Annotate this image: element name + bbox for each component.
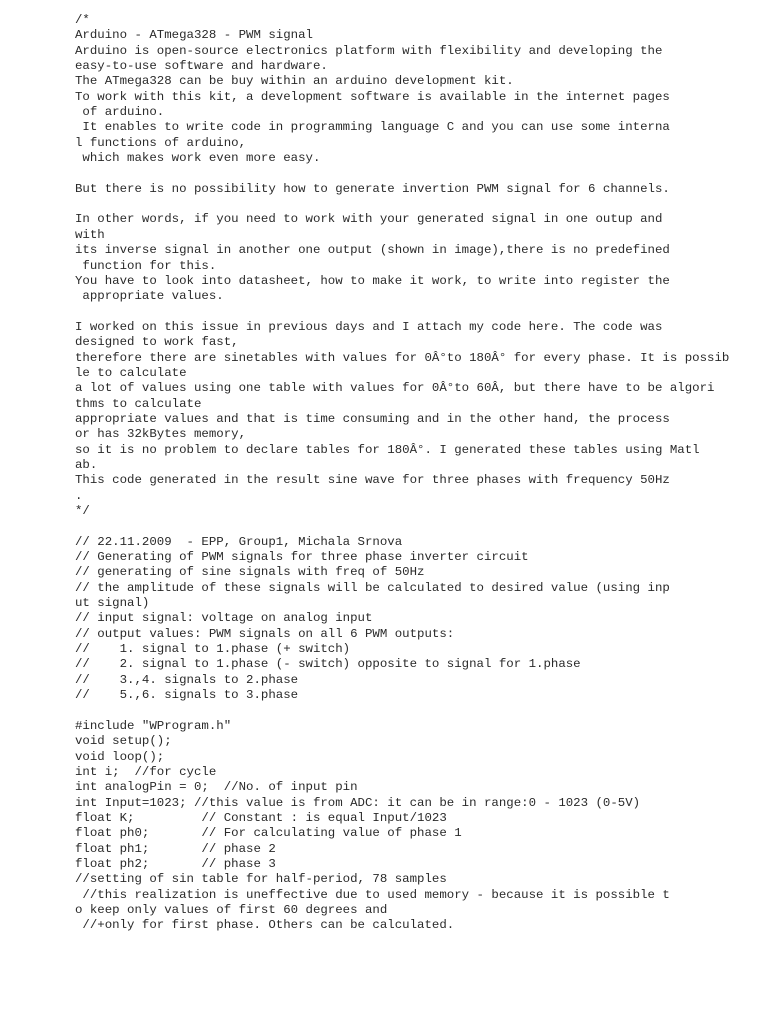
code-line: //setting of sin table for half-period, 78 samples [75,872,447,887]
code-line: // 22.11.2009 - EPP, Group1, Michala Srnova [75,534,403,549]
code-line: float ph0; // For calculating value of phase 1 [75,826,462,841]
code-line: o keep only values of first 60 degrees and [75,902,388,917]
code-line: int analogPin = 0; //No. of input pin [75,780,358,795]
code-line: therefore there are sinetables with values for 0Â°to 180Â° for every phase. It is possib [75,350,730,365]
code-line: which makes work even more easy. [75,151,321,166]
code-line [75,305,745,320]
code-line: or has 32kBytes memory, [75,427,247,442]
code-line: // 2. signal to 1.phase (- switch) opposite to signal for 1.phase [75,657,581,672]
code-line: float ph2; // phase 3 [75,856,276,871]
code-line: You have to look into datasheet, how to make it work, to write into register the [75,273,670,288]
code-line: void setup(); [75,734,172,749]
code-line: appropriate values and that is time consuming and in the other hand, the process [75,411,670,426]
code-line: ab. [75,457,98,472]
code-line: /* [75,13,90,27]
code-line: The ATmega328 can be buy within an arduino development kit. [75,74,514,89]
code-line: Arduino is open-source electronics platform with flexibility and developing the [75,43,663,58]
code-line: le to calculate [75,365,187,380]
code-line: function for this. [75,258,217,273]
code-line: so it is no problem to declare tables for 180Â°. I generated these tables using Matl [75,442,700,457]
code-line: // the amplitude of these signals will be calculated to desired value (using inp [75,580,670,595]
code-line: with [75,227,105,242]
code-line: float K; // Constant : is equal Input/1023 [75,810,447,825]
code-line [75,166,745,181]
code-document [75,13,745,934]
code-line: l functions of arduino, [75,135,247,150]
code-line: designed to work fast, [75,335,239,350]
code-line: float ph1; // phase 2 [75,841,276,856]
code-line: easy-to-use software and hardware. [75,59,328,74]
code-line: //this realization is uneffective due to used memory - because it is possible t [75,887,670,902]
code-line: int Input=1023; //this value is from ADC: it can be in range:0 - 1023 (0-5V) [75,795,641,810]
code-line [75,519,745,534]
code-line: // input signal: voltage on analog input [75,611,373,626]
code-line: To work with this kit, a development software is available in the internet pages [75,89,670,104]
code-line: // 3.,4. signals to 2.phase [75,672,299,687]
code-line: // 1. signal to 1.phase (+ switch) [75,642,351,657]
code-line: This code generated in the result sine wave for three phases with frequency 50Hz [75,473,670,488]
code-line: */ [75,504,90,518]
code-line: // 5.,6. signals to 3.phase [75,688,299,703]
code-line: // output values: PWM signals on all 6 PWM outputs: [75,626,455,641]
code-line: //+only for first phase. Others can be calculated. [75,918,455,933]
code-line: a lot of values using one table with values for 0Â°to 60Â, but there have to be algori [75,381,715,396]
code-line: But there is no possibility how to generate invertion PWM signal for 6 channels. [75,181,670,196]
code-line: In other words, if you need to work with your generated signal in one outup and [75,212,663,227]
code-line [75,703,745,718]
code-line: int i; //for cycle [75,764,217,779]
code-line: ut signal) [75,596,150,611]
code-line: its inverse signal in another one output (shown in image),there is no predefined [75,243,670,258]
code-line: Arduino - ATmega328 - PWM signal [75,28,313,43]
code-line: thms to calculate [75,396,202,411]
code-line: #include "WProgram.h" [75,718,232,733]
code-line: // generating of sine signals with freq of 50Hz [75,565,425,580]
code-line: I worked on this issue in previous days and I attach my code here. The code was [75,319,663,334]
code-line: It enables to write code in programming language C and you can use some interna [75,120,670,135]
code-line: // Generating of PWM signals for three phase inverter circuit [75,550,529,565]
code-line: . [75,488,83,503]
code-line: void loop(); [75,749,165,764]
code-line [75,197,745,212]
code-line: appropriate values. [75,289,224,304]
code-line: of arduino. [75,105,165,120]
